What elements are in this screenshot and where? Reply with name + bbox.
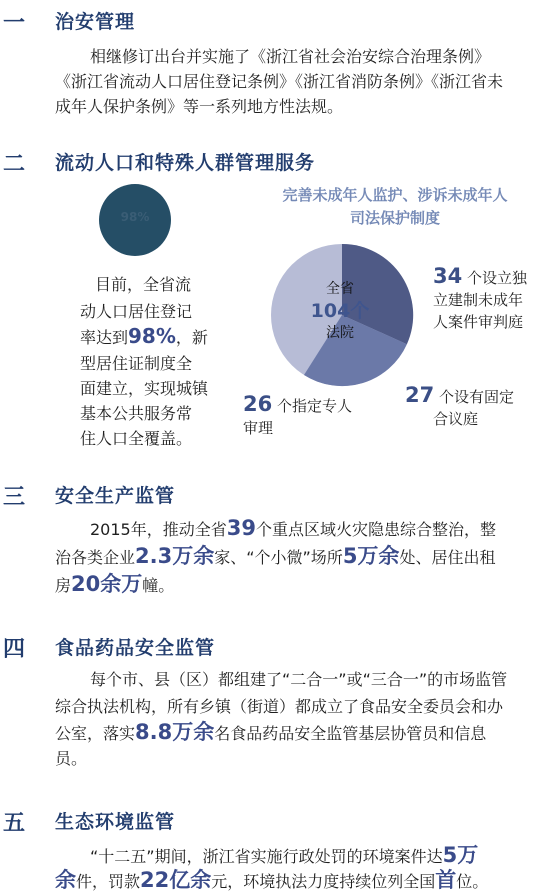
section-number: 一 (3, 11, 26, 36)
highlight-number: 首 (435, 868, 457, 892)
registration-line: 住人口全覆盖。 (80, 429, 193, 448)
registration-line: 基本公共服务常 (80, 404, 193, 423)
section-line (55, 720, 486, 746)
rate-suffix: ，新 (175, 328, 208, 347)
registration-line: 型居住证制度全 (80, 354, 193, 373)
section-title: 食品药品安全监管 (55, 637, 216, 659)
text-run: 位。 (456, 872, 489, 891)
section-number: 二 (3, 152, 26, 177)
text-run: 公室，落实 (55, 724, 136, 743)
courts-pie-center (300, 278, 380, 344)
registration-line: 目前，全省流 (95, 275, 192, 294)
text-run: 个重点区域火灾隐患综合整治，整 (255, 520, 496, 539)
callout-text: 个设有固定 (439, 388, 515, 406)
section-title: 安全生产监管 (55, 485, 176, 507)
center-value: 104个 (310, 300, 370, 322)
registration-line: 动人口居住登记 (80, 302, 193, 321)
section-line: 综合执法机构，所有乡镇（街道）都成立了食品安全委员会和办 (55, 697, 504, 716)
text-run: 治各类企业 (55, 548, 136, 567)
text-run: 件，罚款 (76, 872, 141, 891)
section-line (55, 868, 488, 894)
section-number: 三 (3, 485, 26, 510)
callout-26 (243, 393, 383, 439)
section-line (90, 843, 478, 869)
callout-text: 个设立独 (467, 269, 528, 287)
section-title: 生态环境监管 (55, 811, 176, 833)
text-run: 元，环境执法力度持续位列全国 (211, 872, 436, 891)
courts-title-line: 完善未成年人监护、涉诉未成年人 (282, 186, 508, 204)
callout-34 (433, 265, 548, 333)
rate-value: 98% (128, 324, 176, 348)
registration-line (80, 324, 208, 350)
text-run: 2015年，推动全省 (90, 520, 227, 539)
callout-number: 34 (433, 264, 463, 288)
highlight-number: 22亿余 (140, 868, 212, 892)
center-top: 全省 (326, 281, 354, 297)
callout-27 (405, 384, 545, 430)
rate-prefix: 率达到 (80, 328, 129, 347)
callout-text: 人案件审判庭 (433, 313, 524, 331)
highlight-number: 5万余 (342, 544, 400, 568)
highlight-number: 20余万 (71, 572, 143, 596)
callout-text: 审理 (243, 419, 274, 437)
text-run: 房 (55, 576, 72, 595)
highlight-number: 余 (55, 868, 76, 892)
section-line: 《浙江省流动人口居住登记条例》《浙江省消防条例》《浙江省未 (55, 72, 504, 91)
section-line: 员。 (55, 749, 88, 768)
section-title: 流动人口和特殊人群管理服务 (55, 152, 316, 174)
courts-title (250, 184, 540, 230)
highlight-number: 2.3万余 (135, 544, 215, 568)
section-line (90, 516, 496, 542)
center-bottom: 法院 (326, 325, 354, 341)
text-run: 幢。 (142, 576, 175, 595)
callout-number: 27 (405, 383, 435, 407)
section-line (55, 572, 174, 598)
text-run: “十二五”期间，浙江省实施行政处罚的环境案件达 (90, 847, 443, 866)
section-line (55, 544, 495, 570)
section-line: 每个市、县（区）都组建了“二合一”或“三合一”的市场监管 (90, 670, 508, 689)
callout-text: 立建制未成年 (433, 291, 524, 309)
courts-title-line: 司法保护制度 (349, 209, 440, 227)
callout-text: 合议庭 (433, 410, 479, 428)
text-run: 名食品药品安全监管基层协管员和信息 (214, 724, 487, 743)
registration-line: 面建立，实现城镇 (80, 379, 209, 398)
callout-text: 个指定专人 (277, 397, 353, 415)
highlight-number: 39 (226, 516, 256, 540)
text-run: 处、居住出租 (399, 548, 496, 567)
pie-label: 98% (120, 210, 150, 224)
highlight-number: 8.8万余 (135, 720, 215, 744)
section-number: 四 (3, 637, 26, 662)
section-number: 五 (3, 811, 26, 836)
highlight-number: 5万 (442, 843, 479, 867)
text-run: 家、“个小微”场所 (214, 548, 343, 567)
callout-number: 26 (243, 392, 273, 416)
section-line: 成年人保护条例》等一系列地方性法规。 (55, 97, 344, 116)
section-line: 相继修订出台并实施了《浙江省社会治安综合治理条例》 (90, 47, 491, 66)
section-title: 治安管理 (55, 11, 136, 33)
